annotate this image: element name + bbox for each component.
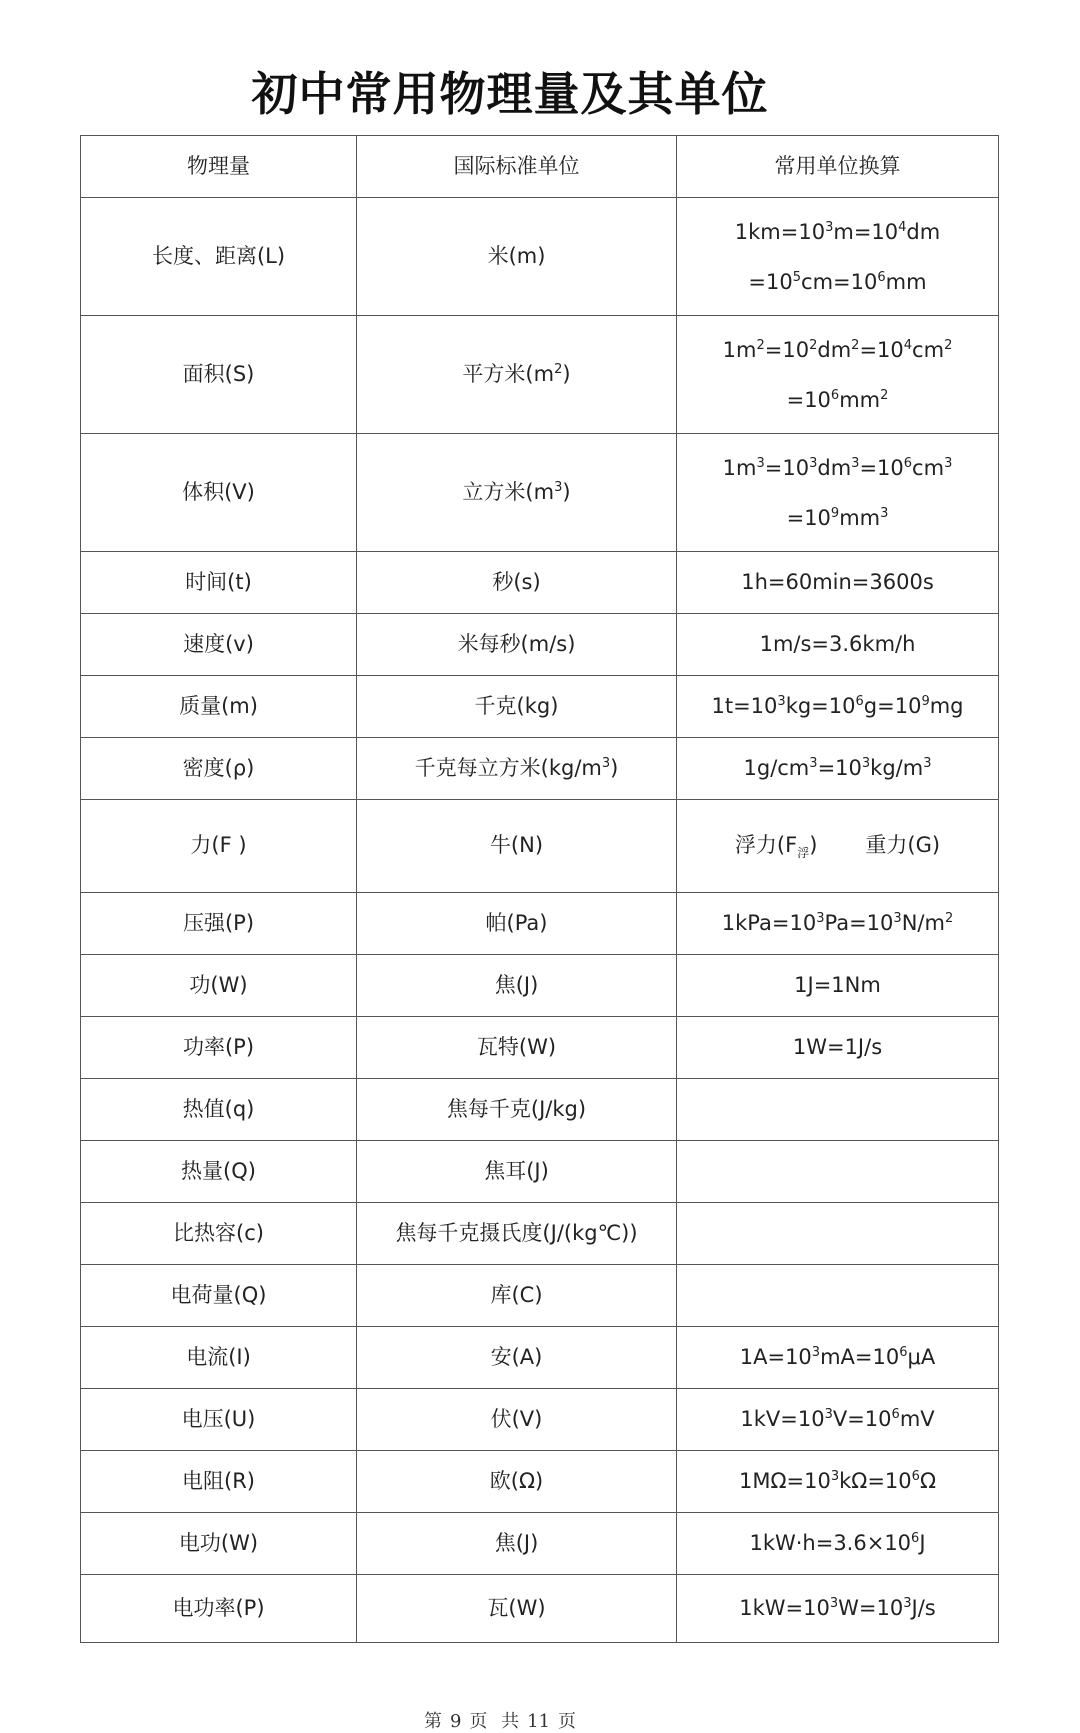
quantity-cell: 面积(S) <box>81 316 357 434</box>
page-footer: 第 9 页 共 11 页 <box>423 1711 577 1732</box>
unit-cell: 库(C) <box>357 1265 677 1327</box>
unit-cell: 焦每千克(J/kg) <box>357 1079 677 1141</box>
unit-cell: 千克每立方米$(kg/m^3)$ <box>357 738 677 800</box>
conversion-cell <box>677 1141 999 1203</box>
quantity-cell: 比热容(c) <box>81 1203 357 1265</box>
table-row <box>81 552 999 614</box>
table-row <box>81 1513 999 1575</box>
unit-cell: 瓦(W) <box>357 1575 677 1643</box>
conversion-cell: 1J=1Nm <box>677 955 999 1017</box>
quantity-cell: 功(W) <box>81 955 357 1017</box>
quantity-cell: 体积(V) <box>81 434 357 552</box>
quantity-cell: 电功(W) <box>81 1513 357 1575</box>
conversion-cell: $1kW=10^3W=10^3J/s$ <box>677 1575 999 1643</box>
unit-cell: 米每秒(m/s) <box>357 614 677 676</box>
conversion-cell: 1W=1J/s <box>677 1017 999 1079</box>
table-row <box>81 1575 999 1643</box>
page-title: 初中常用物理量及其单位 <box>251 67 769 121</box>
conversion-cell: $1kW\cdot h=3.6\times 10^6J$ <box>677 1513 999 1575</box>
table-row <box>81 614 999 676</box>
conversion-cell: $1A=10^3mA=10^6\mu A$ <box>677 1327 999 1389</box>
unit-cell: 帕(Pa) <box>357 893 677 955</box>
conversion-cell <box>677 1265 999 1327</box>
table-row <box>81 198 999 316</box>
table-row <box>81 1079 999 1141</box>
unit-cell: 立方米$(m^3)$ <box>357 434 677 552</box>
table-row <box>81 738 999 800</box>
unit-cell: 牛(N) <box>357 800 677 893</box>
conversion-cell <box>677 1079 999 1141</box>
header-quantity: 物理量 <box>81 136 357 198</box>
header-conversion: 常用单位换算 <box>677 136 999 198</box>
table-row <box>81 1203 999 1265</box>
quantity-cell: 密度(ρ) <box>81 738 357 800</box>
unit-cell: 米(m) <box>357 198 677 316</box>
conversion-cell: $1kPa=10^3Pa=10^3N/m^2$ <box>677 893 999 955</box>
unit-cell: 欧(Ω) <box>357 1451 677 1513</box>
page-number: 9 <box>449 1711 462 1732</box>
table-row <box>81 893 999 955</box>
table-row <box>81 1141 999 1203</box>
conversion-cell: 1m/s=3.6km/h <box>677 614 999 676</box>
table-header-row <box>81 136 999 198</box>
unit-cell: 焦(J) <box>357 955 677 1017</box>
conversion-cell: $1km=10^3m=10^4dm$ $=10^5cm=10^6mm$ <box>677 198 999 316</box>
unit-cell: 平方米$(m^2)$ <box>357 316 677 434</box>
quantity-cell: 时间(t) <box>81 552 357 614</box>
quantity-cell: 热值(q) <box>81 1079 357 1141</box>
buoyancy-label: 浮力$(F_浮)$ <box>734 833 818 861</box>
conversion-cell <box>677 1203 999 1265</box>
quantity-cell: 电荷量(Q) <box>81 1265 357 1327</box>
table-row <box>81 676 999 738</box>
quantity-cell: 质量(m) <box>81 676 357 738</box>
conversion-cell <box>677 800 999 893</box>
table-row <box>81 1265 999 1327</box>
header-si-unit: 国际标准单位 <box>357 136 677 198</box>
conversion-cell: $1m^2=10^2dm^2=10^4cm^2$ $=10^6mm^2$ <box>677 316 999 434</box>
quantity-cell: 电流(I) <box>81 1327 357 1389</box>
table-row <box>81 1389 999 1451</box>
quantity-cell: 电压(U) <box>81 1389 357 1451</box>
unit-cell: 秒(s) <box>357 552 677 614</box>
unit-cell: 伏(V) <box>357 1389 677 1451</box>
table-row <box>81 316 999 434</box>
quantity-cell: 电功率(P) <box>81 1575 357 1643</box>
quantity-cell: 电阻(R) <box>81 1451 357 1513</box>
conversion-cell: 1h=60min=3600s <box>677 552 999 614</box>
units-table <box>80 135 999 1643</box>
unit-cell: 焦(J) <box>357 1513 677 1575</box>
unit-cell: 瓦特(W) <box>357 1017 677 1079</box>
quantity-cell: 压强(P) <box>81 893 357 955</box>
table-row <box>81 434 999 552</box>
table-row <box>81 1451 999 1513</box>
page-total: 11 <box>527 1711 551 1732</box>
conversion-cell: $1m^3=10^3dm^3=10^6cm^3$ $=10^9mm^3$ <box>677 434 999 552</box>
conversion-cell: $1t=10^3kg=10^6g=10^9mg$ <box>677 676 999 738</box>
quantity-cell: 力(F ) <box>81 800 357 893</box>
unit-cell: 安(A) <box>357 1327 677 1389</box>
quantity-cell: 功率(P) <box>81 1017 357 1079</box>
table-row <box>81 1327 999 1389</box>
quantity-cell: 速度(v) <box>81 614 357 676</box>
conversion-cell: $1g/cm^3=10^3kg/m^3$ <box>677 738 999 800</box>
conversion-cell: $1M\Omega=10^3k\Omega=10^6\Omega$ <box>677 1451 999 1513</box>
table-row <box>81 955 999 1017</box>
unit-cell: 焦耳(J) <box>357 1141 677 1203</box>
quantity-cell: 热量(Q) <box>81 1141 357 1203</box>
table-row <box>81 1017 999 1079</box>
unit-cell: 焦每千克摄氏度(J/(kg℃)) <box>357 1203 677 1265</box>
table-row <box>81 800 999 893</box>
unit-cell: 千克(kg) <box>357 676 677 738</box>
conversion-cell: $1kV=10^3V=10^6mV$ <box>677 1389 999 1451</box>
gravity-label: 重力(G) <box>865 833 941 858</box>
quantity-cell: 长度、距离(L) <box>81 198 357 316</box>
